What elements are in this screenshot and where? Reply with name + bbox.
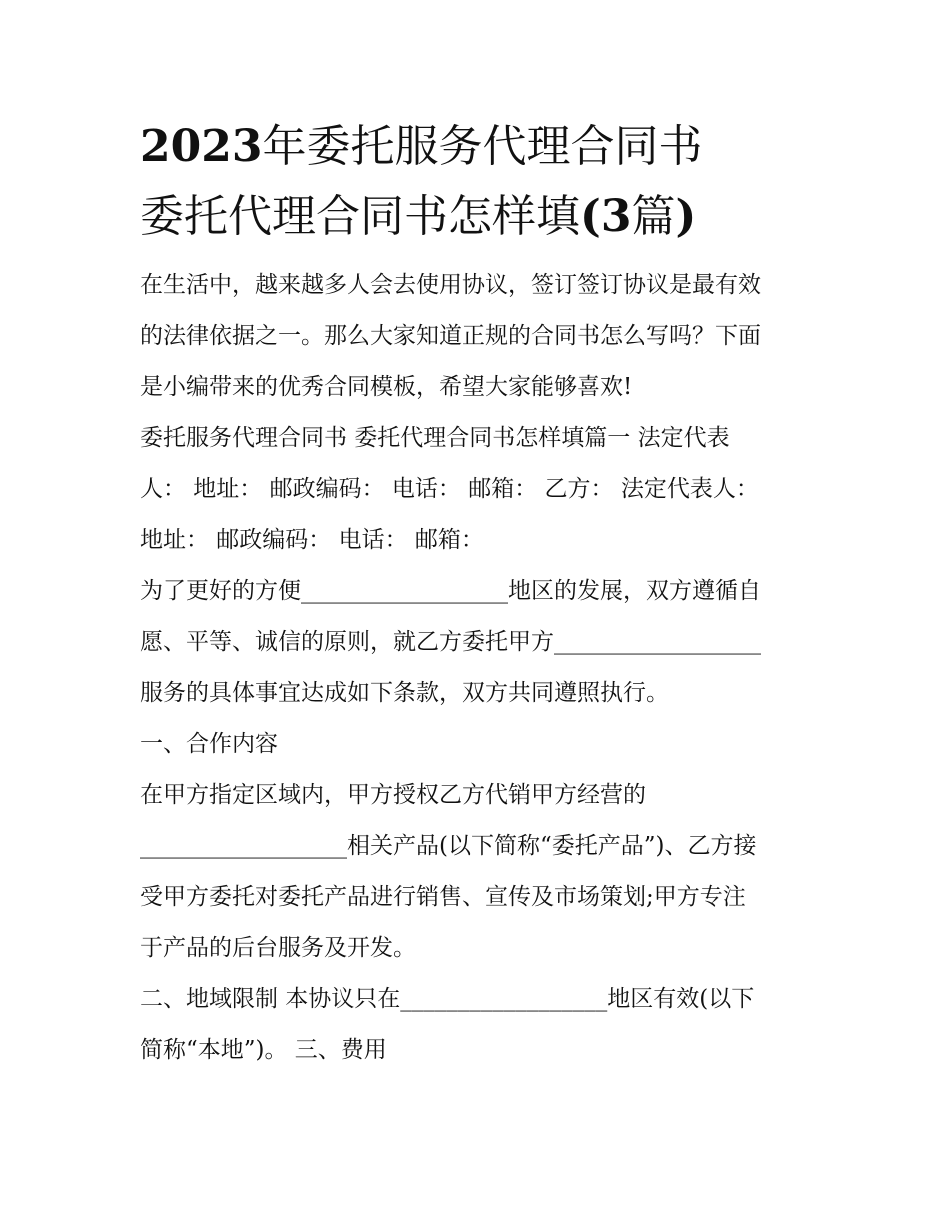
body-line: 简称“本地”)。 三、费用 <box>140 1037 387 1063</box>
title-count: (3 <box>580 191 632 242</box>
title-close-paren: ) <box>675 191 697 242</box>
body-line: 二、地域限制 本协议只在__________________地区有效(以下 <box>140 986 755 1012</box>
body-line: 人： 地址： 邮政编码： 电话： 邮箱： 乙方： 法定代表人： <box>140 476 759 502</box>
title-year: 2023 <box>140 121 263 172</box>
body-line: 在生活中，越来越多人会去使用协议，签订签订协议是最有效 <box>140 272 761 298</box>
body-line: 愿、平等、诚信的原则，就乙方委托甲方__________________ <box>140 629 761 655</box>
document-body <box>140 260 820 1076</box>
title-line-2-text: 委托代理合同书怎样填 <box>140 191 580 242</box>
body-line: 在甲方指定区域内，甲方授权乙方代销甲方经营的 <box>140 782 646 808</box>
title-line-2 <box>140 182 820 252</box>
body-line: 于产品的后台服务及开发。 <box>140 935 416 961</box>
body-line: __________________相关产品(以下简称“委托产品”)、乙方接 <box>140 833 757 859</box>
body-line: 受甲方委托对委托产品进行销售、宣传及市场策划;甲方专注 <box>140 884 746 910</box>
body-line: 委托服务代理合同书 委托代理合同书怎样填篇一 法定代表 <box>140 425 730 451</box>
section-heading: 一、合作内容 <box>140 731 278 757</box>
body-line: 是小编带来的优秀合同模板，希望大家能够喜欢! <box>140 374 633 400</box>
body-line: 的法律依据之一。那么大家知道正规的合同书怎么写吗？下面 <box>140 323 761 349</box>
title-line-1-text: 年委托服务代理合同书 <box>262 121 703 172</box>
body-line: 地址： 邮政编码： 电话： 邮箱： <box>140 527 484 553</box>
body-line: 服务的具体事宜达成如下条款，双方共同遵照执行。 <box>140 680 669 706</box>
body-line: 为了更好的方便__________________地区的发展，双方遵循自 <box>140 578 761 604</box>
document-title <box>140 112 820 252</box>
document-page <box>140 112 820 1076</box>
title-count-word: 篇 <box>631 191 676 242</box>
title-line-1 <box>140 112 820 182</box>
